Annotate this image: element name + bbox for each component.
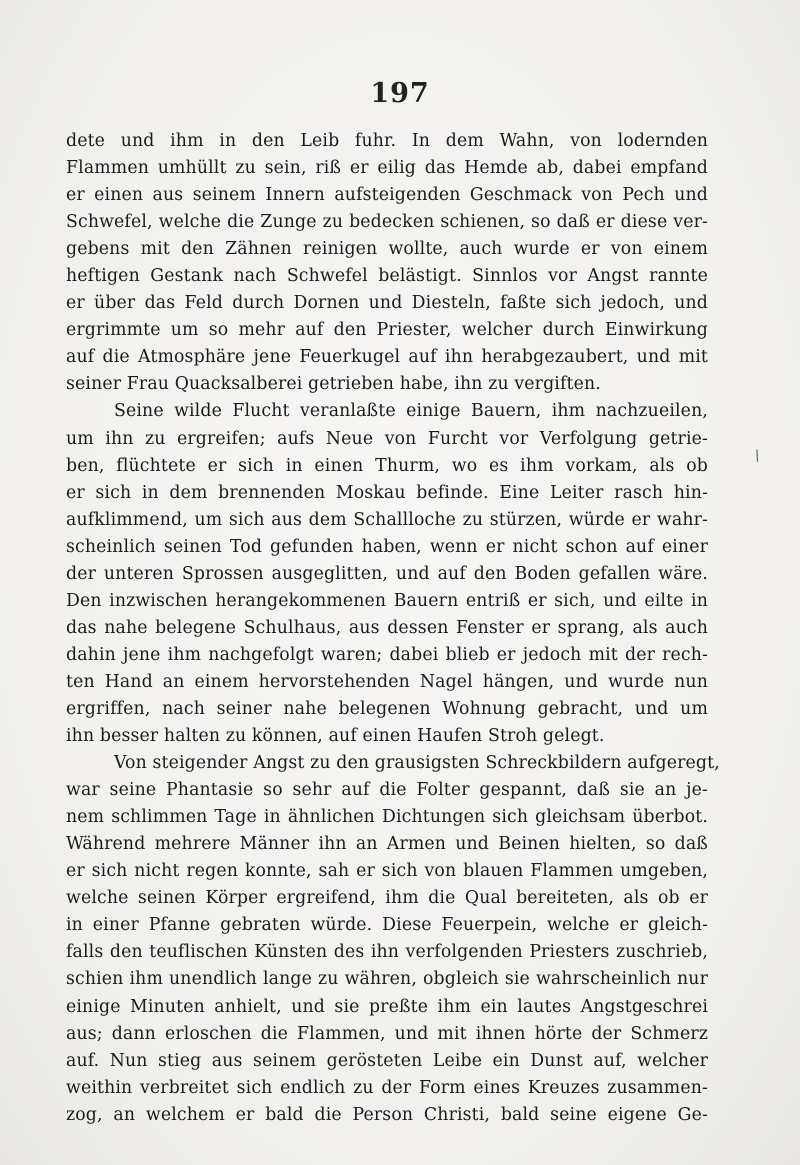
text-line: er sich in dem brennenden Moskau befinde. Eine Leiter rasch hin- [66, 482, 708, 503]
text-line: Flammen umhüllt zu sein, riß er eilig das Hemde ab, dabei empfand [66, 158, 708, 179]
text-line: heftigen Gestank nach Schwefel belästigt. Sinnlos vor Angst rannte [66, 266, 708, 287]
text-line: falls den teuflischen Künsten des ihn verfolgenden Priesters zuschrieb, [66, 942, 708, 963]
text-line: weithin verbreitet sich endlich zu der Form eines Kreuzes zusammen- [66, 1077, 708, 1098]
text-line: Während mehrere Männer ihn an Armen und Beinen hielten, so daß [66, 834, 708, 855]
text-line: auf. Nun stieg aus seinem gerösteten Leibe ein Dunst auf, welcher [66, 1050, 708, 1071]
text-line: scheinlich seinen Tod gefunden haben, wenn er nicht schon auf einer [66, 536, 708, 557]
text-line: nem schlimmen Tage in ähnlichen Dichtungen sich gleichsam überbot. [66, 807, 708, 828]
text-line: schien ihm unendlich lange zu währen, obgleich sie wahrscheinlich nur [66, 969, 708, 990]
page-number: 197 [370, 78, 430, 109]
text-line: in einer Pfanne gebraten würde. Diese Feuerpein, welche er gleich- [66, 915, 708, 936]
text-line: ben, flüchtete er sich in einen Thurm, wo es ihm vorkam, als ob [66, 455, 708, 476]
text-line: ergrimmte um so mehr auf den Priester, welcher durch Einwirkung [66, 320, 708, 341]
text-line: das nahe belegene Schulhaus, aus dessen Fenster er sprang, als auch [66, 617, 708, 638]
text-line: ergriffen, nach seiner nahe belegenen Wohnung gebracht, und um [66, 698, 708, 719]
text-line: Den inzwischen herangekommenen Bauern entriß er sich, und eilte in [66, 590, 708, 611]
text-line: um ihn zu ergreifen; aufs Neue von Furcht vor Verfolgung getrie- [66, 428, 708, 449]
text-line: auf die Atmosphäre jene Feuerkugel auf ihn herabgezaubert, und mit [66, 347, 708, 368]
text-line: aufklimmend, um sich aus dem Schallloche zu stürzen, würde er wahr- [66, 509, 708, 530]
text-line: seiner Frau Quacksalberei getrieben habe, ihn zu vergiften. [66, 374, 601, 395]
paragraph-first-line: Seine wilde Flucht veranlaßte einige Bauern, ihm nachzueilen, [114, 401, 708, 422]
margin-mark: / [752, 447, 763, 465]
text-line: der unteren Sprossen ausgeglitten, und auf den Boden gefallen wäre. [66, 563, 708, 584]
text-line: dahin jene ihm nachgefolgt waren; dabei blieb er jedoch mit der rech- [66, 644, 708, 665]
text-line: ihn besser halten zu können, auf einen Haufen Stroh gelegt. [66, 726, 605, 747]
text-line: gebens mit den Zähnen reinigen wollte, auch wurde er von einem [66, 239, 708, 260]
text-line: welche seinen Körper ergreifend, ihm die Qual bereiteten, als ob er [66, 888, 708, 909]
text-line: Schwefel, welche die Zunge zu bedecken schienen, so daß er diese ver- [66, 212, 708, 233]
text-line: er über das Feld durch Dornen und Diesteln, faßte sich jedoch, und [66, 293, 708, 314]
text-line: er einen aus seinem Innern aufsteigenden Geschmack von Pech und [66, 185, 708, 206]
text-line: aus; dann erloschen die Flammen, und mit ihnen hörte der Schmerz [66, 1023, 708, 1044]
text-line: ten Hand an einem hervorstehenden Nagel hängen, und wurde nun [66, 671, 708, 692]
body-text [66, 128, 720, 1129]
text-line: er sich nicht regen konnte, sah er sich von blauen Flammen umgeben, [66, 861, 708, 882]
text-line: einige Minuten anhielt, und sie preßte ihm ein lautes Angstgeschrei [66, 996, 708, 1017]
paragraph-first-line: Von steigender Angst zu den grausigsten Schreckbildern aufgeregt, [114, 753, 720, 774]
text-line: dete und ihm in den Leib fuhr. In dem Wahn, von lodernden [66, 131, 708, 151]
text-line: zog, an welchem er bald die Person Christi, bald seine eigene Ge- [66, 1104, 708, 1125]
text-line: war seine Phantasie so sehr auf die Folter gespannt, daß sie an je- [66, 780, 708, 801]
